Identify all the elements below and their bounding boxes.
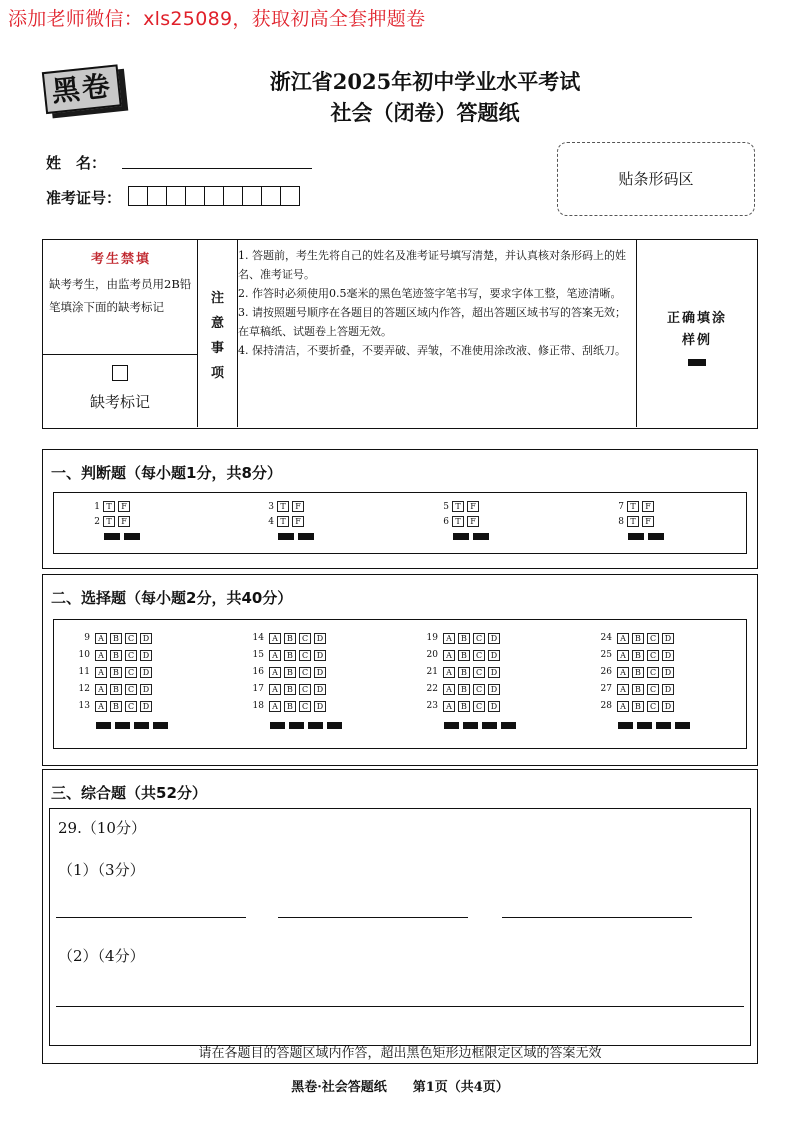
- mc-option-D[interactable]: D: [314, 633, 326, 644]
- mc-option-B[interactable]: B: [110, 667, 122, 678]
- timing-mark: [115, 722, 130, 729]
- mc-answer-area: [53, 619, 747, 749]
- absent-instruction: 缺考考生，由监考员用2B铅笔填涂下面的缺考标记: [49, 277, 192, 314]
- mc-option-C[interactable]: C: [299, 684, 311, 695]
- mc-option-C[interactable]: C: [299, 650, 311, 661]
- mc-option-C[interactable]: C: [125, 684, 137, 695]
- answer-line[interactable]: [278, 917, 468, 918]
- tf-option-F[interactable]: F: [292, 501, 304, 512]
- mc-option-A[interactable]: A: [617, 684, 629, 695]
- mc-option-D[interactable]: D: [662, 667, 674, 678]
- timing-mark: [327, 722, 342, 729]
- mc-option-A[interactable]: A: [269, 650, 281, 661]
- mc-option-A[interactable]: A: [95, 701, 107, 712]
- question-number: 24: [600, 633, 612, 643]
- mc-option-C[interactable]: C: [125, 667, 137, 678]
- mc-option-A[interactable]: A: [443, 650, 455, 661]
- answer-area-note: 请在各题目的答题区域内作答，超出黑色矩形边框限定区域的答案无效: [198, 1046, 602, 1061]
- question-number: 1: [94, 501, 100, 512]
- timing-mark: [501, 722, 516, 729]
- mc-question-26: [598, 666, 674, 678]
- mc-option-B[interactable]: B: [458, 633, 470, 644]
- tf-option-F[interactable]: F: [467, 516, 479, 527]
- question-number: 9: [84, 633, 90, 643]
- mc-option-C[interactable]: C: [473, 667, 485, 678]
- mc-option-B[interactable]: B: [458, 667, 470, 678]
- mc-option-B[interactable]: B: [110, 633, 122, 644]
- mc-question-25: [598, 649, 674, 661]
- mc-question-14: [250, 632, 326, 644]
- question-number: 14: [252, 633, 264, 643]
- timing-mark: [308, 722, 323, 729]
- mc-option-A[interactable]: A: [269, 701, 281, 712]
- id-label: 准考证号：: [46, 189, 122, 207]
- mc-option-B[interactable]: B: [458, 684, 470, 695]
- mc-question-23: [424, 700, 500, 712]
- fill-sample-mark: [688, 359, 706, 366]
- mc-option-A[interactable]: A: [443, 684, 455, 695]
- tf-option-F[interactable]: F: [467, 501, 479, 512]
- mc-option-D[interactable]: D: [488, 650, 500, 661]
- tf-option-F[interactable]: F: [642, 516, 654, 527]
- mc-option-D[interactable]: D: [662, 684, 674, 695]
- mc-option-C[interactable]: C: [647, 701, 659, 712]
- tf-option-F[interactable]: F: [642, 501, 654, 512]
- section1-title: 一、判断题（每小题1分，共8分）: [51, 464, 282, 482]
- absent-checkbox[interactable]: [112, 365, 128, 381]
- timing-mark: [289, 722, 304, 729]
- attention-label: 注 意 事 项: [198, 240, 238, 427]
- mc-option-D[interactable]: D: [662, 701, 674, 712]
- tf-question-6: [439, 516, 479, 527]
- mc-option-B[interactable]: B: [110, 701, 122, 712]
- mc-question-22: [424, 683, 500, 695]
- mc-question-20: [424, 649, 500, 661]
- mc-option-C[interactable]: C: [299, 667, 311, 678]
- timing-mark: [96, 722, 111, 729]
- mc-option-B[interactable]: B: [632, 633, 644, 644]
- question-number: 25: [600, 650, 612, 660]
- section2-title: 二、选择题（每小题2分，共40分）: [51, 589, 293, 607]
- rules-list: [238, 246, 636, 360]
- brand-logo: 黑卷: [42, 64, 126, 118]
- question-number: 8: [618, 516, 624, 527]
- tf-option-F[interactable]: F: [118, 501, 130, 512]
- exam-subtitle: 社会（闭卷）答题纸: [330, 100, 520, 125]
- mc-option-C[interactable]: C: [647, 650, 659, 661]
- mc-option-A[interactable]: A: [617, 701, 629, 712]
- mc-option-A[interactable]: A: [95, 650, 107, 661]
- tf-option-T[interactable]: T: [627, 501, 639, 512]
- timing-mark: [278, 533, 294, 540]
- mc-option-B[interactable]: B: [284, 650, 296, 661]
- mc-question-10: [76, 649, 152, 661]
- mc-option-C[interactable]: C: [299, 633, 311, 644]
- mc-option-B[interactable]: B: [110, 684, 122, 695]
- absent-mark-label: 缺考标记: [89, 393, 150, 411]
- tf-question-8: [614, 516, 654, 527]
- exam-title: 浙江省2025年初中学业水平考试: [269, 69, 581, 94]
- tf-option-T[interactable]: T: [277, 516, 289, 527]
- tf-option-F[interactable]: F: [118, 516, 130, 527]
- question-number: 26: [600, 667, 612, 677]
- question-number: 2: [94, 516, 100, 527]
- mc-option-D[interactable]: D: [488, 701, 500, 712]
- mc-option-D[interactable]: D: [662, 650, 674, 661]
- question-number: 22: [426, 684, 438, 694]
- notice-box: [42, 239, 758, 429]
- question-number: 7: [618, 501, 624, 512]
- tf-option-F[interactable]: F: [292, 516, 304, 527]
- mc-option-C[interactable]: C: [473, 650, 485, 661]
- mc-question-9: [76, 632, 152, 644]
- mc-option-A[interactable]: A: [443, 701, 455, 712]
- mc-option-B[interactable]: B: [632, 667, 644, 678]
- section-comprehensive: [42, 769, 758, 1064]
- mc-question-13: [76, 700, 152, 712]
- question-number: 16: [252, 667, 264, 677]
- mc-option-A[interactable]: A: [443, 667, 455, 678]
- mc-option-B[interactable]: B: [458, 650, 470, 661]
- question-number: 5: [443, 501, 449, 512]
- mc-option-D[interactable]: D: [662, 633, 674, 644]
- mc-question-17: [250, 683, 326, 695]
- mc-option-D[interactable]: D: [314, 701, 326, 712]
- question-number: 4: [268, 516, 274, 527]
- question-number: 11: [78, 667, 90, 677]
- tf-question-7: [614, 501, 654, 512]
- mc-option-D[interactable]: D: [314, 684, 326, 695]
- mc-option-A[interactable]: A: [95, 633, 107, 644]
- tf-question-4: [264, 516, 304, 527]
- question-number: 15: [252, 650, 264, 660]
- mc-option-C[interactable]: C: [125, 633, 137, 644]
- mc-option-C[interactable]: C: [647, 667, 659, 678]
- question-number: 28: [600, 701, 612, 711]
- mc-question-19: [424, 632, 500, 644]
- mc-option-A[interactable]: A: [617, 650, 629, 661]
- timing-mark: [124, 533, 140, 540]
- name-label: 姓 名：: [46, 154, 107, 172]
- question-number: 12: [78, 684, 90, 694]
- mc-option-B[interactable]: B: [284, 633, 296, 644]
- mc-option-D[interactable]: D: [140, 667, 152, 678]
- mc-option-D[interactable]: D: [140, 650, 152, 661]
- mc-option-A[interactable]: A: [269, 633, 281, 644]
- q29-answer-area[interactable]: [49, 808, 751, 1046]
- mc-question-16: [250, 666, 326, 678]
- tf-option-T[interactable]: T: [452, 516, 464, 527]
- tf-option-T[interactable]: T: [627, 516, 639, 527]
- mc-option-D[interactable]: D: [488, 684, 500, 695]
- mc-option-C[interactable]: C: [473, 701, 485, 712]
- mc-option-A[interactable]: A: [269, 684, 281, 695]
- timing-mark: [473, 533, 489, 540]
- page-footer: 黑卷·社会答题纸 第1页（共4页）: [291, 1080, 509, 1095]
- question-number: 23: [426, 701, 438, 711]
- question-number: 13: [78, 701, 90, 711]
- tf-question-5: [439, 501, 479, 512]
- timing-mark: [153, 722, 168, 729]
- section3-title: 三、综合题（共52分）: [51, 784, 207, 802]
- promo-banner: 添加老师微信：xls25089，获取初高全套押题卷: [8, 8, 426, 30]
- barcode-area: 贴条形码区: [557, 142, 755, 216]
- rule-item: 3. 请按照题号顺序在各题目的答题区域内作答，超出答题区域书写的答案无效；在草稿纸、试题卷上答题无效。: [238, 306, 626, 338]
- mc-option-C[interactable]: C: [647, 684, 659, 695]
- question-number: 6: [443, 516, 449, 527]
- mc-question-15: [250, 649, 326, 661]
- timing-mark: [648, 533, 664, 540]
- section-multiple-choice: [42, 574, 758, 766]
- mc-question-21: [424, 666, 500, 678]
- mc-option-B[interactable]: B: [632, 701, 644, 712]
- mc-question-24: [598, 632, 674, 644]
- mc-option-B[interactable]: B: [632, 650, 644, 661]
- timing-mark: [453, 533, 469, 540]
- mc-option-C[interactable]: C: [647, 633, 659, 644]
- timing-mark: [656, 722, 671, 729]
- mc-option-C[interactable]: C: [473, 684, 485, 695]
- rule-item: 4. 保持清洁，不要折叠，不要弄破、弄皱，不准使用涂改液、修正带、刮纸刀。: [238, 344, 626, 357]
- question-number: 21: [426, 667, 438, 677]
- question-number: 27: [600, 684, 612, 694]
- mc-option-B[interactable]: B: [284, 684, 296, 695]
- timing-mark: [270, 722, 285, 729]
- timing-mark: [134, 722, 149, 729]
- mc-option-A[interactable]: A: [95, 667, 107, 678]
- question-number: 17: [252, 684, 264, 694]
- answer-line[interactable]: [502, 917, 692, 918]
- tf-option-T[interactable]: T: [277, 501, 289, 512]
- mc-option-A[interactable]: A: [443, 633, 455, 644]
- tf-option-T[interactable]: T: [103, 516, 115, 527]
- timing-mark: [675, 722, 690, 729]
- answer-line[interactable]: [56, 1006, 744, 1007]
- timing-mark: [104, 533, 120, 540]
- mc-option-B[interactable]: B: [458, 701, 470, 712]
- mc-question-11: [76, 666, 152, 678]
- mc-option-D[interactable]: D: [140, 684, 152, 695]
- rule-item: 1. 答题前，考生先将自己的姓名及准考证号填写清楚，并认真核对条形码上的姓名、准考证号。: [238, 249, 626, 281]
- timing-mark: [298, 533, 314, 540]
- mc-option-D[interactable]: D: [314, 667, 326, 678]
- question-number: 20: [426, 650, 438, 660]
- q29-sub2-label: （2）（4分）: [58, 947, 145, 965]
- id-number-boxes[interactable]: [128, 186, 299, 206]
- mc-option-D[interactable]: D: [140, 701, 152, 712]
- tf-question-2: [90, 516, 130, 527]
- mc-option-C[interactable]: C: [473, 633, 485, 644]
- timing-mark: [637, 722, 652, 729]
- mc-option-A[interactable]: A: [617, 667, 629, 678]
- tf-question-1: [90, 501, 130, 512]
- mc-option-D[interactable]: D: [488, 633, 500, 644]
- timing-mark: [618, 722, 633, 729]
- mc-option-D[interactable]: D: [314, 650, 326, 661]
- q29-label: 29.（10分）: [58, 819, 146, 837]
- mc-option-B[interactable]: B: [110, 650, 122, 661]
- mc-option-C[interactable]: C: [299, 701, 311, 712]
- section-true-false: [42, 449, 758, 569]
- question-number: 18: [252, 701, 264, 711]
- tf-question-3: [264, 501, 304, 512]
- mc-option-C[interactable]: C: [125, 701, 137, 712]
- q29-sub1-label: （1）（3分）: [58, 861, 145, 879]
- mc-option-A[interactable]: A: [617, 633, 629, 644]
- tf-option-T[interactable]: T: [103, 501, 115, 512]
- mc-question-28: [598, 700, 674, 712]
- mc-option-C[interactable]: C: [125, 650, 137, 661]
- mc-question-27: [598, 683, 674, 695]
- absent-heading: 考生禁填: [90, 252, 151, 267]
- answer-line[interactable]: [56, 917, 246, 918]
- mc-option-A[interactable]: A: [269, 667, 281, 678]
- mc-option-D[interactable]: D: [140, 633, 152, 644]
- tf-option-T[interactable]: T: [452, 501, 464, 512]
- question-number: 10: [78, 650, 90, 660]
- mc-question-12: [76, 683, 152, 695]
- tf-answer-area: [53, 492, 747, 554]
- fill-sample: 正确填涂 样例: [636, 240, 757, 427]
- timing-mark: [628, 533, 644, 540]
- timing-mark: [482, 722, 497, 729]
- mc-option-B[interactable]: B: [284, 701, 296, 712]
- timing-mark: [463, 722, 478, 729]
- name-field[interactable]: [122, 168, 312, 169]
- mc-option-B[interactable]: B: [284, 667, 296, 678]
- mc-option-B[interactable]: B: [632, 684, 644, 695]
- rule-item: 2. 作答时必须使用0.5毫米的黑色笔迹签字笔书写，要求字体工整，笔迹清晰。: [238, 287, 622, 300]
- question-number: 3: [268, 501, 274, 512]
- question-number: 19: [426, 633, 438, 643]
- mc-option-A[interactable]: A: [95, 684, 107, 695]
- timing-mark: [444, 722, 459, 729]
- mc-option-D[interactable]: D: [488, 667, 500, 678]
- mc-question-18: [250, 700, 326, 712]
